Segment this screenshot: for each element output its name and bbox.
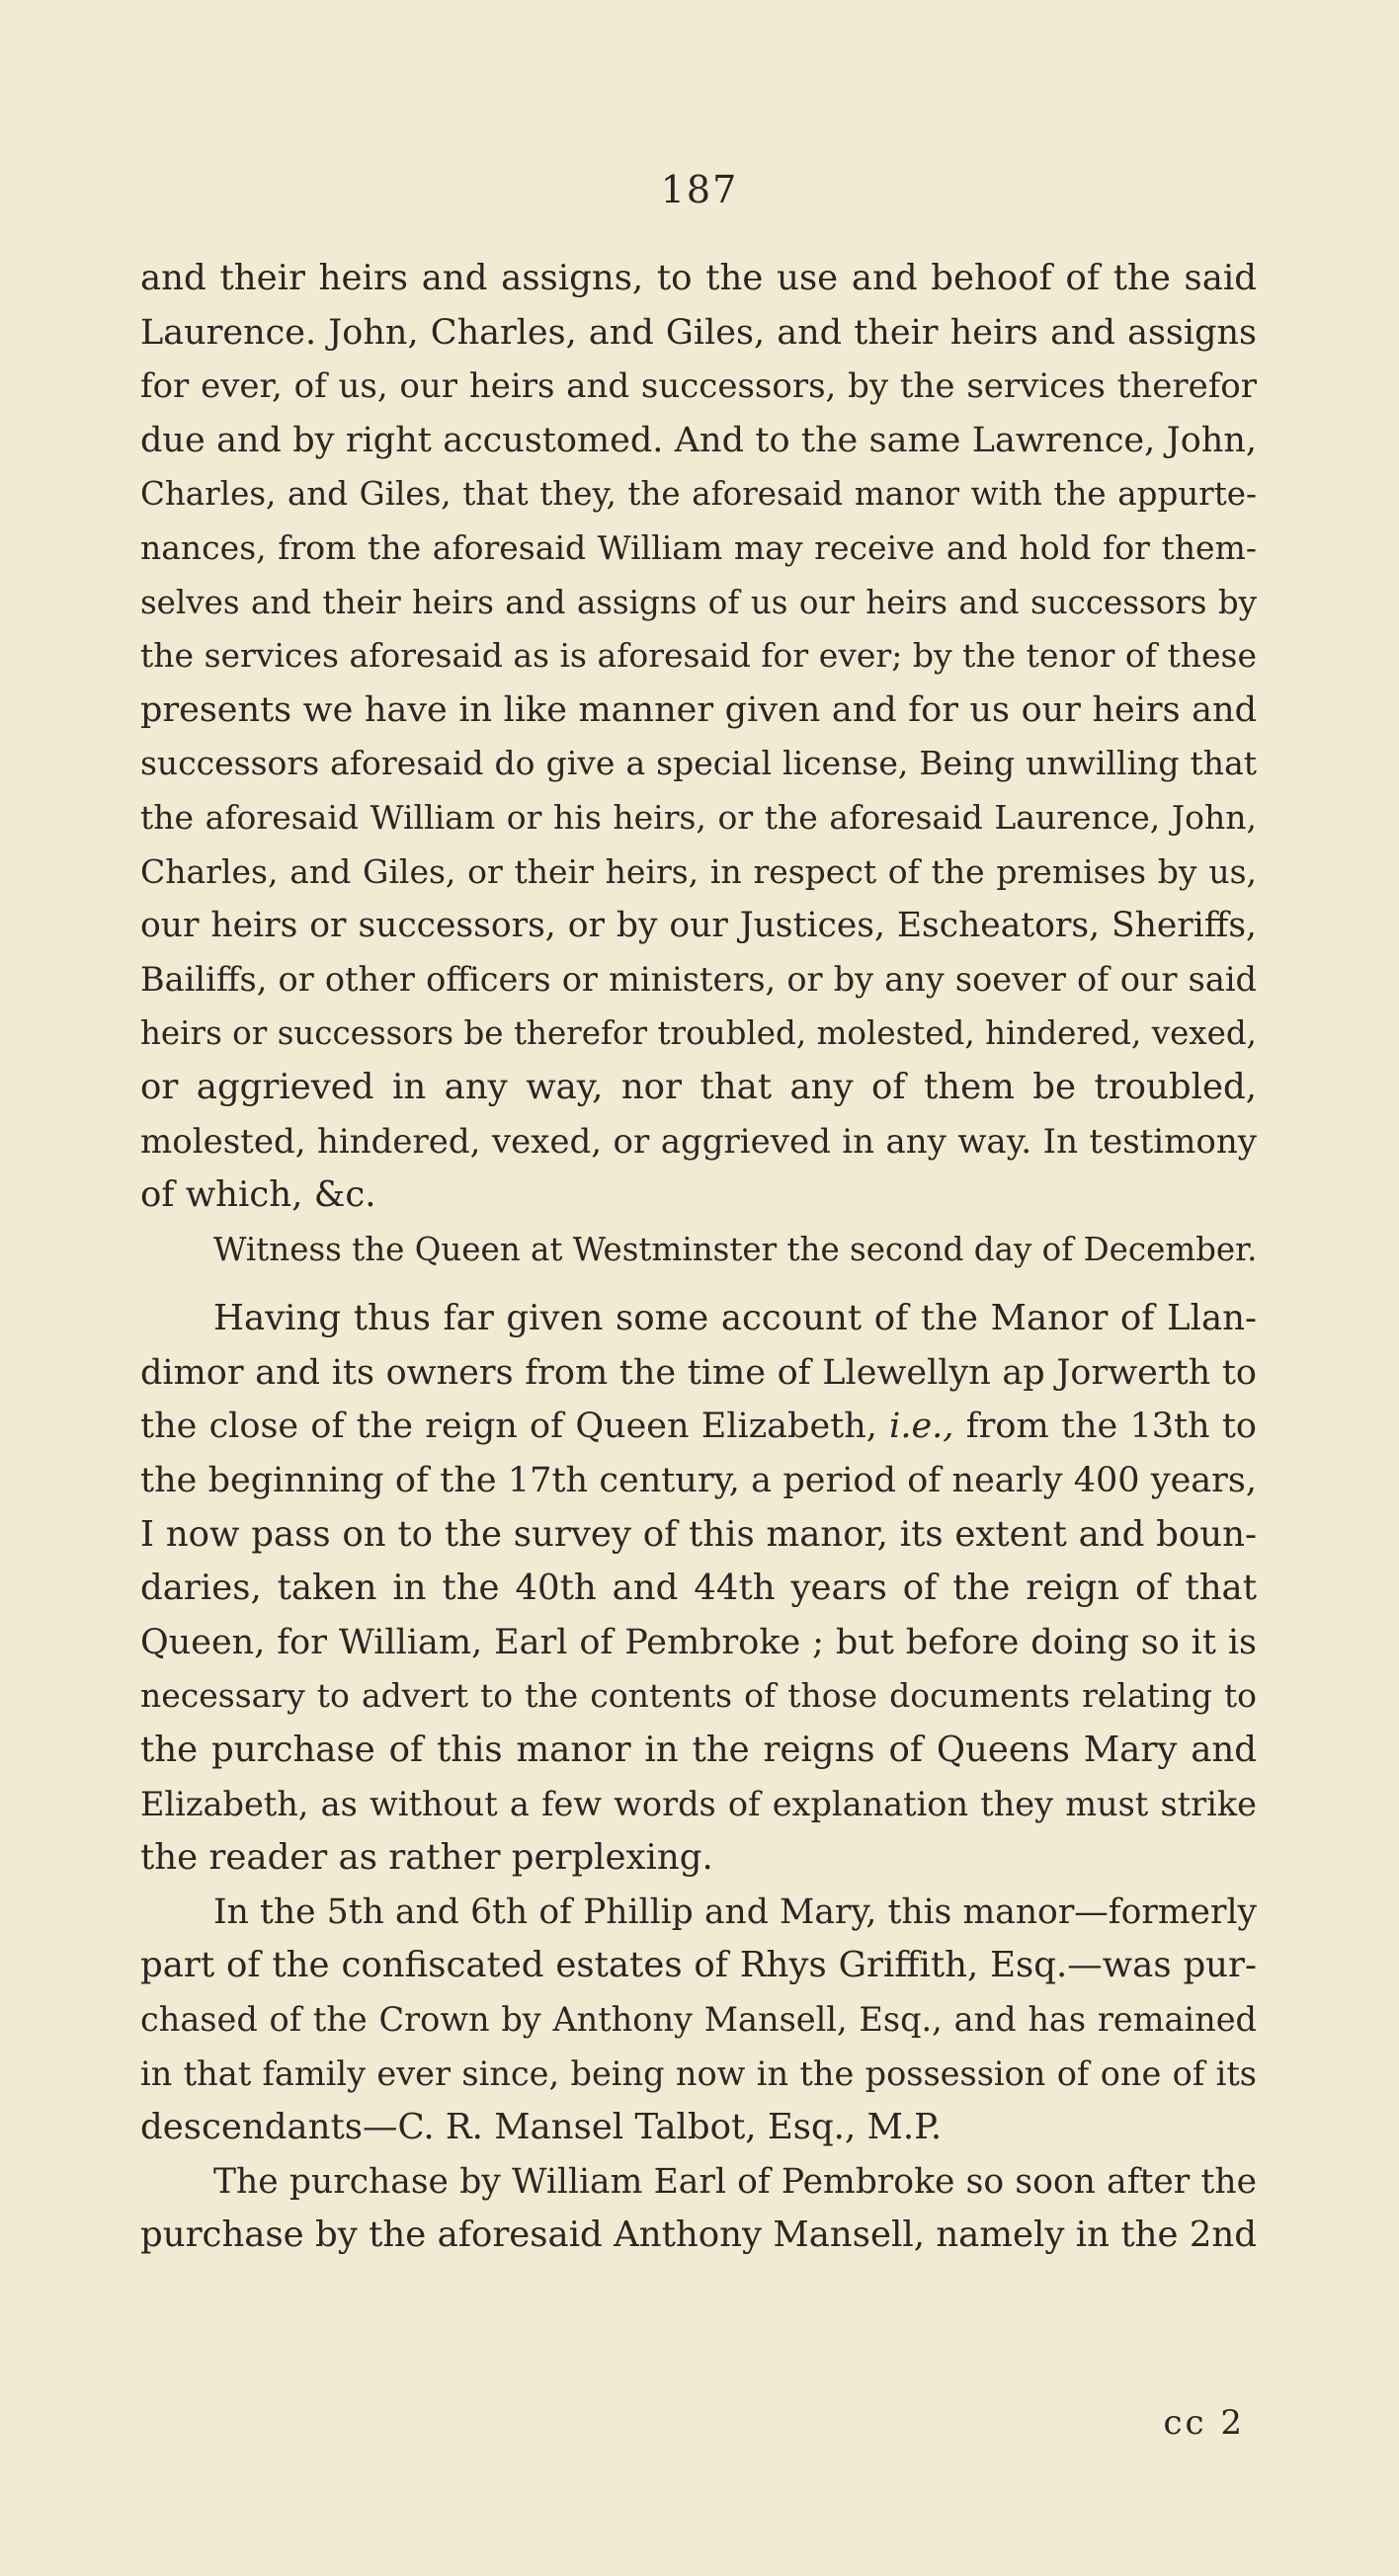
text-line: our heirs or successors, or by our Justices, Escheators, Sheriffs, (140, 906, 1257, 946)
text-line: successors aforesaid do give a special license, Being unwilling that (140, 744, 1257, 783)
text-line: selves and their heirs and assigns of us our heirs and successors by (140, 583, 1257, 621)
text-line: The purchase by William Earl of Pembroke so soon after the (213, 2161, 1257, 2202)
text-line: and their heirs and assigns, to the use and behoof of the said (140, 258, 1257, 298)
text-line: due and by right accustomed. And to the same Lawrence, John, (140, 420, 1257, 460)
text-line: in that family ever since, being now in the possession of one of its (140, 2053, 1257, 2093)
body-text (140, 252, 1257, 2263)
text-line: the purchase of this manor in the reigns of Queens Mary and (140, 1730, 1257, 1771)
text-line: nances, from the aforesaid William may receive and hold for them- (140, 527, 1257, 567)
text-line: daries, taken in the 40th and 44th years of the reign of that (140, 1568, 1257, 1609)
signature-mark: cc 2 (1163, 2403, 1245, 2443)
paragraph (140, 1223, 1257, 1277)
paragraph (140, 1886, 1257, 2155)
page-number: 187 (660, 168, 739, 211)
text-line: the services aforesaid as is aforesaid for ever; by the tenor of these (140, 636, 1257, 676)
text-line: or aggrieved in any way, nor that any of them be troubled, (140, 1066, 1257, 1107)
paragraph (140, 1292, 1257, 1886)
text-line: part of the confiscated estates of Rhys Griffith, Esq.—was pur- (140, 1945, 1257, 1986)
text-line: Having thus far given some account of the Manor of Llan- (213, 1298, 1257, 1339)
text-line: the beginning of the 17th century, a period of nearly 400 years, (140, 1461, 1257, 1501)
text-line: Laurence. John, Charles, and Giles, and their heirs and assigns (140, 312, 1257, 353)
italic-abbrev: i.e., (889, 1407, 954, 1447)
text-line: the close of the reign of Queen Elizabeth, i.e., from the 13th to (140, 1407, 1257, 1447)
text-line: heirs or successors be therefor troubled, molested, hindered, vexed, (140, 1014, 1257, 1053)
text-line: presents we have in like manner given and for us our heirs and (140, 689, 1257, 730)
text-line: the aforesaid William or his heirs, or the aforesaid Laurence, John, (140, 797, 1257, 837)
text-line: chased of the Crown by Anthony Mansell, Esq., and has remained (140, 2000, 1257, 2039)
text-line: Queen, for William, Earl of Pembroke ; but before doing so it is (140, 1622, 1257, 1662)
text-line: In the 5th and 6th of Phillip and Mary, this manor—formerly (213, 1892, 1257, 1932)
text-line: purchase by the aforesaid Anthony Mansell, namely in the 2nd (140, 2214, 1257, 2256)
text-line: dimor and its owners from the time of Llewellyn ap Jorwerth to (140, 1352, 1257, 1393)
text-line: Witness the Queen at Westminster the second day of December. (213, 1230, 1258, 1268)
text-line: necessary to advert to the contents of those documents relating to (140, 1676, 1257, 1716)
text-line: the reader as rather perplexing. (140, 1837, 713, 1879)
paragraph-gap (140, 1276, 1257, 1292)
text-line: Bailiffs, or other officers or ministers, or by any soever of our said (140, 959, 1257, 999)
text-line: Elizabeth, as without a few words of explanation they must strike (140, 1784, 1257, 1823)
text-line: of which, &c. (140, 1174, 376, 1216)
text-line: descendants—C. R. Mansel Talbot, Esq., M.P. (140, 2107, 943, 2148)
text-line: I now pass on to the survey of this manor, its extent and boun- (140, 1513, 1257, 1555)
text-line: Charles, and Giles, that they, the aforesaid manor with the appurte- (140, 475, 1257, 514)
paragraph (140, 2155, 1257, 2263)
paragraph (140, 252, 1257, 1223)
text-line: Charles, and Giles, or their heirs, in respect of the premises by us, (140, 851, 1257, 891)
text-line: molested, hindered, vexed, or aggrieved in any way. In testimony (140, 1121, 1257, 1162)
text-line: for ever, of us, our heirs and successors, by the services therefor (140, 366, 1257, 407)
